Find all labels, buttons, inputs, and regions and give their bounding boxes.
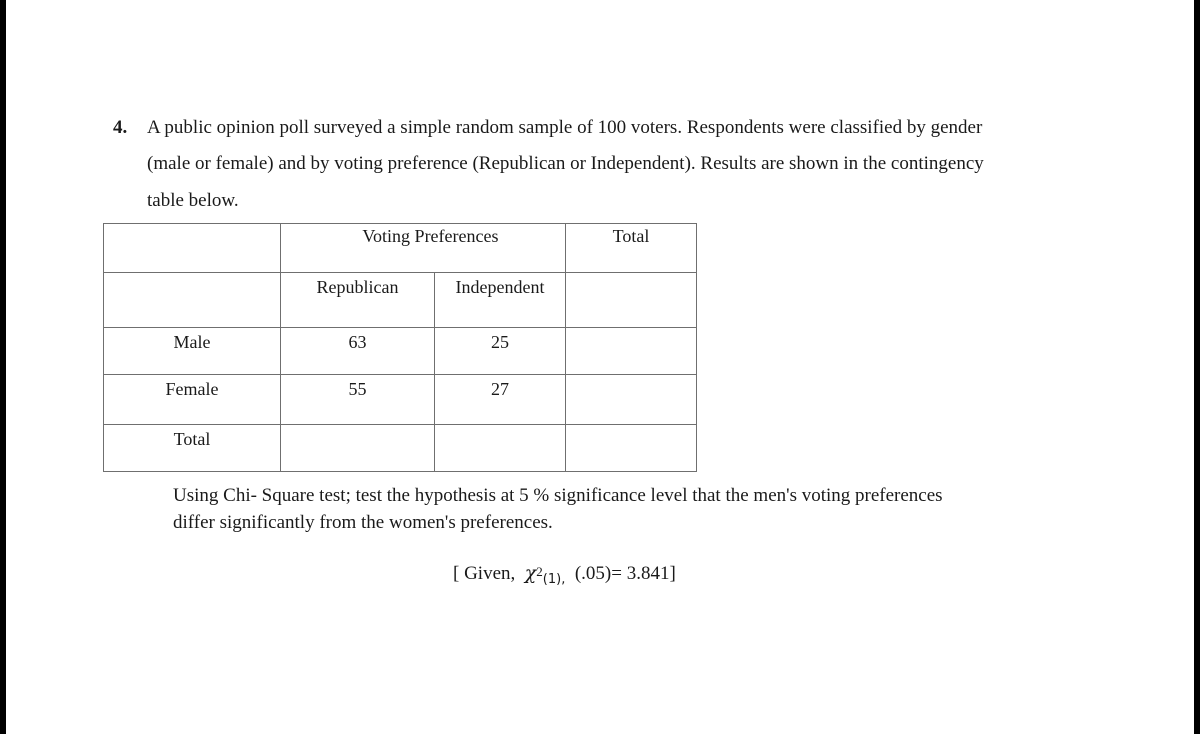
voting-preferences-label: Voting Preferences [362, 226, 499, 246]
contingency-table [103, 223, 697, 472]
question-number: 4. [113, 117, 128, 138]
chi-symbol: χ [524, 562, 537, 584]
female-independent-cell: 27 [435, 375, 566, 425]
given-suffix: (.05)= 3.841] [574, 563, 676, 584]
table-row [104, 328, 697, 375]
row-label-female: Female [104, 375, 281, 425]
republican-header: Republican [281, 273, 435, 328]
left-black-edge [0, 0, 6, 734]
male-republican-cell: 63 [281, 328, 435, 375]
table-header-row [104, 224, 697, 273]
table-subheader-row [104, 273, 697, 328]
given-critical-value [453, 562, 676, 585]
total-column-header: Total [566, 224, 697, 273]
table-row [104, 375, 697, 425]
total-republican-cell [281, 425, 435, 472]
row-label-male: Male [104, 328, 281, 375]
male-total-cell [566, 328, 697, 375]
chi-subscript: (1), [542, 572, 566, 587]
question-text-line-1: A public opinion poll surveyed a simple random sample of 100 voters. Respondents were classified by gender [147, 117, 983, 138]
total-subheader-blank [566, 273, 697, 328]
female-total-cell [566, 375, 697, 425]
voting-preferences-header [281, 224, 499, 273]
table-subheader-blank [104, 273, 281, 328]
question-text-line-3: table below. [147, 190, 239, 211]
given-prefix: [ Given, [453, 563, 516, 584]
instruction-line-1: Using Chi- Square test; test the hypothesis at 5 % significance level that the men's voting preferences [173, 485, 943, 506]
instruction-line-2: differ significantly from the women's preferences. [173, 512, 553, 533]
female-republican-cell: 55 [281, 375, 435, 425]
male-independent-cell: 25 [435, 328, 566, 375]
independent-header: Independent [435, 273, 566, 328]
grand-total-cell [566, 425, 697, 472]
chi-superscript: 2 [536, 564, 543, 579]
table-row [104, 425, 697, 472]
row-label-total: Total [104, 425, 281, 472]
question-text-line-2: (male or female) and by voting preference (Republican or Independent). Results are shown in the contingency [147, 153, 984, 174]
right-black-edge [1194, 0, 1200, 734]
total-independent-cell [435, 425, 566, 472]
table-corner-cell [104, 224, 281, 273]
